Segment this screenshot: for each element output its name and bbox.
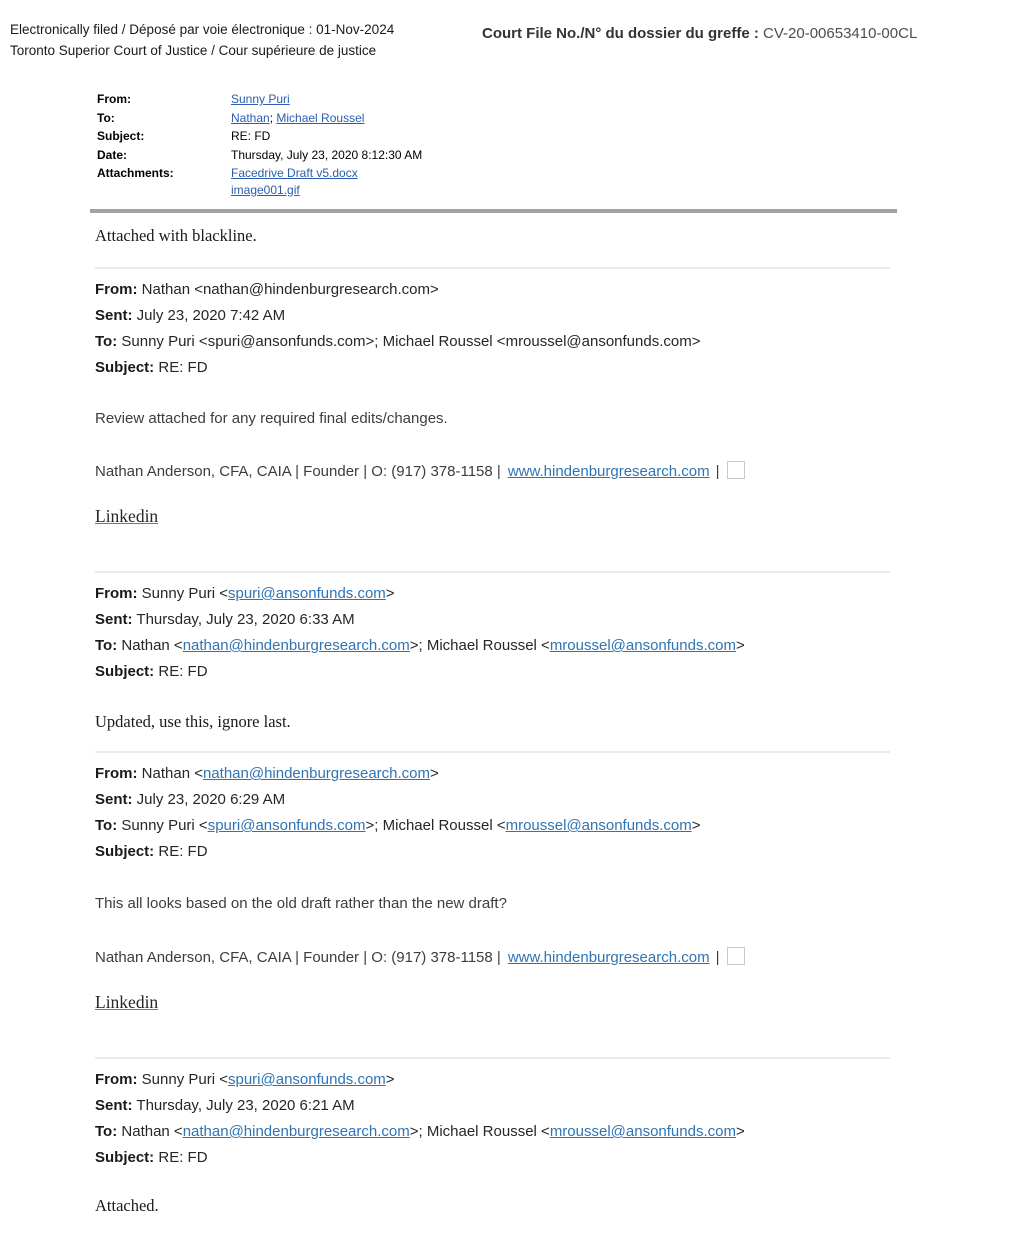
meta-from-value: [231, 90, 290, 109]
signature-pipe: |: [715, 949, 720, 966]
recipient-separator: ;: [269, 110, 277, 125]
meta-subject-label: Subject:: [97, 129, 145, 143]
signature-text: Nathan Anderson, CFA, CAIA | Founder | O: (917) 378-1158 |: [95, 949, 501, 966]
from-text-end: >: [385, 1071, 395, 1088]
court-file-number: CV-20-00653410-00CL: [763, 25, 918, 42]
quote-to-line: [95, 633, 890, 659]
filing-line-1: Electronically filed / Déposé par voie électronique : 01-Nov-2024: [10, 22, 395, 37]
linkedin-link[interactable]: Linkedin: [95, 506, 159, 526]
to-label: To:: [95, 333, 118, 350]
subject-text: RE: FD: [158, 843, 208, 860]
meta-row-from: [97, 90, 422, 109]
quote-subject-line: [95, 1145, 890, 1171]
subject-label: Subject:: [95, 843, 155, 860]
email-address-link[interactable]: nathan@hindenburgresearch.com: [202, 765, 431, 782]
quote-from-line: [95, 761, 890, 787]
subject-text: RE: FD: [158, 663, 208, 680]
filing-line-2: Toronto Superior Court of Justice / Cour supérieure de justice: [10, 43, 377, 58]
linkedin-line: [95, 506, 890, 527]
quote-subject-line: [95, 839, 890, 865]
from-text-end: >: [430, 765, 439, 782]
from-label: From:: [95, 765, 138, 782]
quote-divider: [95, 751, 890, 753]
quote-to-line: [95, 329, 890, 355]
meta-row-attachments: [97, 164, 422, 198]
quote-subject-line: [95, 659, 890, 685]
email-body: [95, 213, 890, 1219]
linkedin-line: [95, 992, 890, 1013]
quoted-email-header: [95, 1067, 890, 1171]
signature-website-link[interactable]: www.hindenburgresearch.com: [507, 463, 710, 480]
sender-link[interactable]: Sunny Puri: [231, 92, 290, 106]
to-text-mid: >; Michael Roussel <: [409, 637, 550, 654]
to-text: Nathan <: [121, 637, 183, 654]
quote-body: Updated, use this, ignore last.: [95, 712, 291, 731]
linkedin-link[interactable]: Linkedin: [95, 992, 159, 1012]
court-file-label: Court File No./N° du dossier du greffe :: [482, 25, 759, 42]
opening-paragraph: Attached with blackline.: [95, 226, 257, 245]
attachment-link[interactable]: image001.gif: [231, 182, 300, 197]
broken-image-icon: [727, 947, 745, 965]
email-address-link[interactable]: nathan@hindenburgresearch.com: [182, 637, 410, 654]
subject-label: Subject:: [95, 663, 155, 680]
to-label: To:: [95, 1123, 118, 1140]
from-text: Nathan <: [141, 765, 203, 782]
sent-text: July 23, 2020 6:29 AM: [136, 791, 286, 808]
filing-stamp: [10, 19, 394, 61]
meta-from-label: From:: [97, 92, 131, 106]
meta-row-date: [97, 146, 422, 165]
quote-from-line: [95, 277, 890, 303]
subject-text: RE: FD: [158, 359, 208, 376]
to-text: Sunny Puri <: [121, 817, 208, 834]
quote-from-line: [95, 581, 890, 607]
meta-to-value: [231, 109, 364, 128]
quote-divider: [95, 571, 890, 573]
from-text: Sunny Puri <: [141, 1071, 228, 1088]
to-text: Nathan <: [121, 1123, 183, 1140]
meta-attachments-label: Attachments:: [97, 166, 174, 180]
quote-body: Review attached for any required final edits/changes.: [95, 410, 448, 427]
quoted-email-header: [95, 761, 890, 865]
subject-label: Subject:: [95, 1149, 155, 1166]
sent-label: Sent:: [95, 1097, 133, 1114]
recipient-link[interactable]: Nathan: [231, 110, 270, 125]
to-text-end: >: [735, 1123, 745, 1140]
sent-text: Thursday, July 23, 2020 6:33 AM: [136, 611, 355, 628]
meta-row-to: [97, 109, 422, 128]
to-text-end: >: [735, 637, 745, 654]
sent-text: July 23, 2020 7:42 AM: [136, 307, 286, 324]
meta-attachments-value: [231, 164, 358, 198]
sent-label: Sent:: [95, 307, 133, 324]
quote-to-line: [95, 813, 890, 839]
meta-to-label: To:: [97, 110, 115, 125]
signature-website-link[interactable]: www.hindenburgresearch.com: [507, 949, 710, 966]
quote-divider: [95, 267, 890, 269]
to-text-end: >: [691, 817, 701, 834]
attachment-item: [231, 183, 358, 199]
signature-line: [95, 945, 890, 971]
quoted-email-header: [95, 581, 890, 685]
subject-label: Subject:: [95, 359, 155, 376]
quoted-email-header: [95, 277, 890, 381]
to-label: To:: [95, 637, 118, 654]
meta-row-subject: [97, 127, 422, 146]
from-text-end: >: [385, 585, 395, 602]
meta-subject-value: RE: FD: [231, 129, 271, 143]
attachment-link[interactable]: Facedrive Draft v5.docx: [231, 166, 358, 180]
quote-from-line: [95, 1067, 890, 1093]
email-address-link[interactable]: nathan@hindenburgresearch.com: [182, 1123, 410, 1140]
meta-date-label: Date:: [97, 147, 128, 162]
sent-text: Thursday, July 23, 2020 6:21 AM: [136, 1097, 355, 1114]
to-label: To:: [95, 817, 118, 834]
email-address-link[interactable]: mroussel@ansonfunds.com: [549, 637, 736, 654]
quote-sent-line: [95, 787, 890, 813]
email-address-link[interactable]: mroussel@ansonfunds.com: [505, 817, 692, 834]
meta-date-value: Thursday, July 23, 2020 8:12:30 AM: [231, 147, 423, 162]
quote-sent-line: [95, 607, 890, 633]
to-text-mid: >; Michael Roussel <: [409, 1123, 550, 1140]
quote-to-line: [95, 1119, 890, 1145]
quote-divider: [95, 1057, 890, 1059]
to-text: Sunny Puri <spuri@ansonfunds.com>; Michael Roussel <mroussel@ansonfunds.com>: [121, 333, 701, 350]
recipient-link[interactable]: Michael Roussel: [276, 110, 365, 125]
from-label: From:: [95, 585, 138, 602]
email-address-link[interactable]: spuri@ansonfunds.com: [227, 585, 386, 602]
email-address-link[interactable]: spuri@ansonfunds.com: [227, 1071, 386, 1088]
to-text-mid: >; Michael Roussel <: [365, 817, 506, 834]
attachment-item: [231, 164, 358, 183]
email-address-link[interactable]: spuri@ansonfunds.com: [207, 817, 366, 834]
signature-pipe: |: [715, 463, 720, 480]
from-text: Nathan <nathan@hindenburgresearch.com>: [141, 281, 439, 298]
broken-image-icon: [727, 461, 745, 479]
quote-sent-line: [95, 303, 890, 329]
quote-body: This all looks based on the old draft rather than the new draft?: [95, 895, 507, 912]
quote-subject-line: [95, 355, 890, 381]
from-text: Sunny Puri <: [141, 585, 228, 602]
signature-line: [95, 459, 890, 485]
email-address-link[interactable]: mroussel@ansonfunds.com: [549, 1123, 736, 1140]
sent-label: Sent:: [95, 611, 133, 628]
court-file-header: [482, 25, 917, 42]
email-meta-header: [97, 90, 422, 198]
quote-body: Attached.: [95, 1196, 159, 1215]
signature-text: Nathan Anderson, CFA, CAIA | Founder | O: (917) 378-1158 |: [95, 463, 501, 480]
from-label: From:: [95, 281, 138, 298]
quote-sent-line: [95, 1093, 890, 1119]
from-label: From:: [95, 1071, 138, 1088]
subject-text: RE: FD: [158, 1149, 208, 1166]
sent-label: Sent:: [95, 791, 133, 808]
